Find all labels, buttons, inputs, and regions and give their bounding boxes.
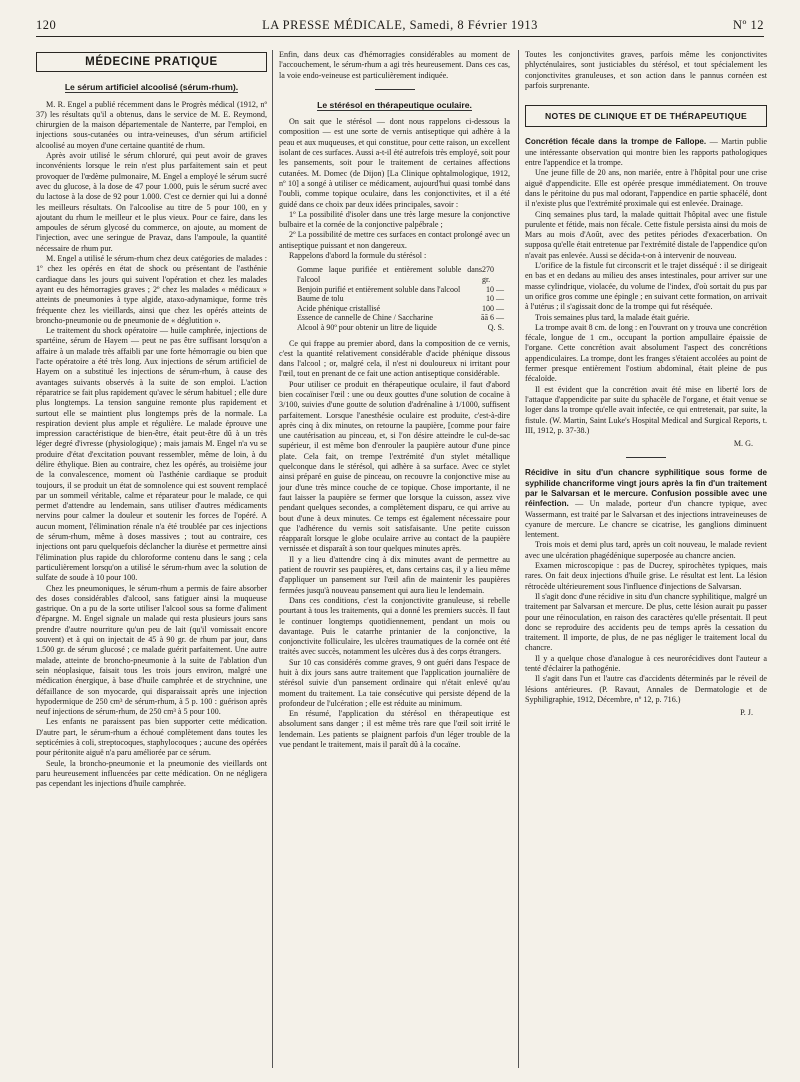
page-number: 120 xyxy=(36,18,57,32)
paragraph: Ce qui frappe au premier abord, dans la composition de ce vernis, c'est la quantité relativement considérable d'acide phénique dissous dans l'alcool ; or, malgré cela, il n'est ni douloureux ni irritant pour l'œil, tout en prenant de ce fait une action antiseptique considérable. xyxy=(279,338,510,379)
formula-row: Gomme laque purifiée et entièrement soluble dans l'alcool 270 gr. xyxy=(297,265,494,284)
paragraph: Trois mois et demi plus tard, après un coït nouveau, le malade revient avec une ulcération phagédénique superposée au chancre ancien. xyxy=(525,540,767,560)
paragraph: M. Engel a utilisé le sérum-rhum chez deux catégories de malades : 1º chez les opérés en état de shock ou présentant de l'asthénie cardiaque dans les jours qui suivent l'opération et chez les malades ayant eu des hémorragies graves ; 2º chez les malades « médicaux » atteints de pneumonies à type algide, ataxo-adynamique, forme très fréquente chez les vieillards, ainsi que chez les opérés atteints de broncho-pneumonie ou de pneumonie de « déglutition ». xyxy=(36,254,267,325)
signature: M. G. xyxy=(733,439,753,449)
article-lead-recidive: Récidive in situ d'un chancre syphilitique sous forme de syphilide chancriforme vingt jours après la fin d'un traitement par le Salvarsan et le mercure. Confusion possible avec une réinfection. xyxy=(525,468,767,509)
column-1 xyxy=(36,50,267,1074)
issue-number: Nº 12 xyxy=(732,18,764,32)
paragraph: Il s'agit donc d'une récidive in situ d'un chancre syphilitique, malgré un traitement par Salvarsan et mercure. De plus, cette lésion aurait pu passer pour une réinoculation, en raison des caractères qu'elle présentait. Il peut donc se reproduire des accidents peu de temps après la cessation du traitement. Il importe, de plus, de ne pas négliger le traitement local du chancre. xyxy=(525,591,767,653)
column-2 xyxy=(279,50,510,1074)
paragraph: Dans ces conditions, c'est la conjonctivite granuleuse, si rebelle pourtant à tous les traitements, qui a donné les premiers succès. Il faut le continuer longtemps quotidiennement, pendant un mois ou davantage. Puis le catarrhe printanier de la conjonctive, la conjonctivite folliculaire, les ulcères traumatiques de la cornée ont été traités avec succès, notamment les ulcères dus à des corps étrangers. xyxy=(279,595,510,657)
rubric-notes-clinique: NOTES DE CLINIQUE ET DE THÉRAPEUTIQUE xyxy=(525,105,767,127)
paragraph: Enfin, dans deux cas d'hémorragies considérables au moment de l'accouchement, le sérum-rhum a agi très heureusement. Dans ces cas, la voie endo-veineuse est particulièrement indiquée. xyxy=(279,50,510,80)
section-separator xyxy=(626,457,666,458)
paragraph: Il est évident que la concrétion avait été mise en liberté lors de l'attaque d'appendicite par suite du sphacèle de l'organe, et était venue se loger dans la trompe qu'elle avait infectée, ce qui entretenait, par suite, la fistule. (W. Martin, Saint Luke's Hospital Medical and Surgical Reports, t. III, 1912, p. 37-38.) xyxy=(525,384,767,435)
paragraph: Le traitement du shock opératoire — huile camphrée, injections de spartéine, sérum de Hayem — peut ne pas être suffisant lorsqu'on a affaire à un malade très affaibli par une forte hémorragie ou bien que l'acte opératoire a été très long. Aux injections de sérum artificiel de Hayem on a substitué les injections de sérum-rhum, à cause des avantages suivants observés à la suite de son emploi. L'action réparatrice se fait plus rapidement qu'avec le sérum habituel ; elle dure plus longtemps. La tension sanguine remonte plus rapidement et surtout elle se maintient plus longtemps près de la normale. La respiration devient plus ample et régulière. Le malade éprouve une impression caractéristique de bien-être, était peut-être dû à un très léger degré d'ivresse (physiologique) ; mais jamais M. Engel n'a vu se produire d'état d'excitation pouvant ressembler, même de loin, à du délire éthylique. Bien au contraire, chez les opérés, au troisième jour de la convalescence, moment où l'asthénie cardiaque se produit toujours, il se produit un état de somnolence qui est souvent remplacé par un sommeil véritable, calme et réparateur pour le malade, ce qui permet d'attendre au lendemain, sans utiliser d'autres médicaments nervins pour calmer la douleur et soutenir les forces de l'opéré. A aucun moment, l'élimination rénale n'a été troublée par ces injections de sérum-rhum, même à doses massives ; tout au contraire, ces injections ont paru quelquefois déclancher la diurèse et permettre ainsi l'élimination plus rapide du chloroforme contenu dans le sang ; cela particulièrement lorsqu'on a utilisé le sérum-rhum avec la solution de sulfate de soude à 10 pour 100. xyxy=(36,326,267,583)
column-rule xyxy=(518,50,519,1068)
formula-row: Benjoin purifié et entièrement soluble dans l'alcool 10 — xyxy=(297,284,504,294)
paragraph-lead: Concrétion fécale dans la trompe de Fallope. — Martin publie une intéressante observation qui montre bien les rapports pathologiques entre l'appendice et la trompe. xyxy=(525,137,767,168)
signature: P. J. xyxy=(740,708,753,718)
paragraph: Il y a quelque chose d'analogue à ces neurorécidives dont l'auteur a tenté d'éclairer la pathogénie. xyxy=(525,653,767,674)
paragraph: Il s'agit dans l'un et l'autre cas d'accidents déterminés par le réveil de lésions antérieures. (P. Ravaut, Annales de Dermatologie et de Syphiligraphie, 1912, Décembre, nº 12, p. 716.) xyxy=(525,674,767,704)
column-3 xyxy=(525,50,767,1074)
paragraph: On sait que le stérésol — dont nous rappelons ci-dessous la composition — est une sorte de vernis antiseptique qui adhère à la peau et aux muqueuses, et qui constitue, pour cette raison, un excellent isolant de ces surfaces. Aussi a-t-il été autrefois très employé, soit pour les pansements, soit pour le traitement de certaines affections cutanées. M. Domec (de Dijon) [La Clinique ophtalmologique, 1912, nº 10] a songé à utiliser ce médicament, aujourd'hui quasi tombé dans l'oubli, comme topique oculaire, dans les conjonctivites, et il a été guidé dans ce choix par deux idées principales, savoir : xyxy=(279,117,510,209)
paragraph: Pour utiliser ce produit en thérapeutique oculaire, il faut d'abord bien cocaïniser l'œil : une ou deux gouttes d'une solution de cocaïne à 3/100, suivies d'une goutte de solution d'adrénaline à 1/1000, suffisent parfaitement. Lorsque l'anesthésie oculaire est produite, c'est-à-dire après cinq à dix minutes, on retourne la paupière, [comme pour faire une cautérisation au pinceau, et, si l'on désire atteindre le cul-de-sac supérieur, il est même bon d'enrouler la paupière autour d'une pince plate. Cela fait, on trempe l'extrémité d'un stylet métallique quelconque dans le stérésol, qui adhère à sa surface. Avec ce stylet ainsi préparé en guise de pinceau, on recouvre la conjonctive mise au jour d'une très mince couche de ce topique. Chose importante, il ne faut laisser la paupière se fermer que lorsque la cuisson, assez vive pendant quelques secondes, a complètement disparu, ce qui arrive au bout d'une à deux minutes. Ce temps est également nécessaire pour que l'adhérence du vernis soit satisfaisante. Une petite cuisson réapparaît lorsque le globe oculaire arrive au contact de la paupière vernissée et disparaît à son tour quelques minutes après. xyxy=(279,379,510,554)
paragraph: Il y a lieu d'attendre cinq à dix minutes avant de permettre au patient de rouvrir ses paupières, et, dans certains cas, il y a lieu même d'appliquer un pansement sur l'œil afin de maintenir les paupières fermées jusqu'à nouveau pansement qui aura lieu le lendemain. xyxy=(279,554,510,595)
article-heading-serum: Le sérum artificiel alcoolisé (sérum-rhum). xyxy=(64,82,239,93)
rubric-medecine-pratique: MÉDECINE PRATIQUE xyxy=(36,52,267,72)
paragraph: En résumé, l'application du stérésol en thérapeutique est absolument sans danger ; il est même très rare que l'œil soit irrité le lendemain. Les patients se plaignent parfois d'un léger trouble de la vue pendant le traitement, mais il paraît dû à la cocaïne. xyxy=(279,709,510,750)
paragraph: Une jeune fille de 20 ans, non mariée, entre à l'hôpital pour une crise aiguë d'appendicite. Elle est opérée presque immédiatement. On trouve dans le péritoine du pus mal odorant, l'appendice en partie sphacélé, dont il n'existe plus que l'extrémité proximale qui est enlevée. Drainage. xyxy=(525,168,767,209)
article-lead-fallope: Concrétion fécale dans la trompe de Fallope. xyxy=(525,137,707,147)
paragraph: Chez les pneumoniques, le sérum-rhum a permis de faire absorber des doses considérables d'alcool, sans fatiguer ainsi la muqueuse gastrique. On a pu de la sorte utiliser l'alcool sous sa forme d'aliment d'épargne. M. Engel signale un malade qui resta plusieurs jours sans prendre d'autre nourriture qu'un peu de lait (qu'il vomissait encore souvent) et à qui on injectait de 45 à 90 gr. de rhum par jour, dans 1.500 gr. de sérum glucosé ; ce malade guérit parfaitement. Une autre malade, atteinte de broncho-pneumonie à la suite de l'ablation d'un sein néoplasique, faisait tous les trois jours environ, malgré une médication énergique, à base d'huile camphrée et de strychnine, une défaillance de son myocarde, qui disparaissait après une injection hypodermique de 250 cm³ de sérum-rhum, à 5 p. 100 : guérison après neuf injections de sérum-rhum, de 250 cm³ à 5 pour 100. xyxy=(36,583,267,717)
formula-row: Acide phénique cristallisé 100 — xyxy=(297,303,504,313)
paragraph: Cinq semaines plus tard, la malade quittait l'hôpital avec une fistule purulente et fétide, mais non fécale. Cette fistule persista ainsi du mois de Mars au mois d'Août, avec des petites périodes d'exacerbation. On supposa qu'elle était entretenue par l'extrémité distale de l'appendice qu'on n'avait pas enlevée. Aussi se décida-t-on à intervenir de nouveau. xyxy=(525,209,767,260)
paragraph: 2º La possibilité de mettre ces surfaces en contact prolongé avec un antiseptique puissant et non dangereux. xyxy=(279,230,510,250)
running-header xyxy=(36,18,764,37)
paragraph: Seule, la broncho-pneumonie et la pneumonie des vieillards ont paru heureusement influencées par cette médication. On ne négligera pas cependant les injections d'huile camphrée. xyxy=(36,758,267,789)
formula-row: Essence de cannelle de Chine / Saccharine āā 6 — xyxy=(297,313,504,323)
paragraph: M. R. Engel a publié récemment dans le Progrès médical (1912, nº 37) les résultats qu'il a obtenus, dans le service de M. E. Reymond, chirurgien de la maison départementale de Nanterre, par l'emploi, en injections sous-cutanées ou intra-veineuses, d'un sérum artificiel alcoolisé au moyen d'une certaine quantité de rhum. xyxy=(36,99,267,150)
paragraph: Examen microscopique : pas de Ducrey, spirochètes typiques, mais rares. On fait deux injections d'huile grise. Le résultat est lent. La lésion rétrocède ultérieurement sous l'influence d'injections de Salvarsan. xyxy=(525,561,767,591)
paragraph: Toutes les conjonctivites graves, parfois même les conjonctivites phlycténulaires, sont justiciables du stérésol, et tout spécialement les conjonctivites granuleuses, et son action dans le pannus cornéen est parfois surprenante. xyxy=(525,50,767,90)
article-heading-sterosol: Le stérésol en thérapeutique oculaire. xyxy=(317,99,472,110)
paragraph: Rappelons d'abord la formule du stérésol : xyxy=(289,251,427,261)
formula-row: Alcool à 90º pour obtenir un litre de liquide Q. S. xyxy=(297,322,504,332)
paragraph: L'orifice de la fistule fut circonscrit et le trajet disséqué : il se dirigeait en bas et en dedans au milieu des anses intestinales, pour arriver sur une masse cylindrique, violacée, du volume de l'index, d'où sortait du pus par un orifice gros comme une épingle ; en suivant cette formation, on arrivait à l'utérus ; il s'agissait donc de la trompe qui fut réséquée. xyxy=(525,261,767,312)
formula-row: Baume de tolu 10 — xyxy=(297,294,504,304)
paragraph: Après avoir utilisé le sérum chloruré, qui peut avoir de graves inconvénients lorsque le rein n'est plus parfaitement sain et peut provoquer de l'œdème pulmonaire, M. Engel a employé le sérum sucré avec du glucose, à la dose de 47 pour 1.000, puis le sérum sucré avec du lactose à la dose de 92 pour 1.000. C'est ce dernier qui lui a donné les meilleurs résultats. On l'alcoolise au titre de 5 pour 100, en y ajoutant du rhum le meilleur et le plus vieux. Pour ce faire, dans les ampoules de sérum glycosé du commerce, on ajoute, au moment de l'injection, avec une seringue de Pravaz, dans l'ampoule, la quantité nécessaire de rhum pur. xyxy=(36,151,267,253)
paragraph-lead: Récidive in situ d'un chancre syphilitique sous forme de syphilide chancriforme vingt jours après la fin d'un traitement par le Salvarsan et le mercure. Confusion possible avec une réinfection. — Un malade, porteur d'un chancre typique, avec Wassermann, est traité par le Salvarsan et des injections intraveineuses de cyanure de mercure. Le chancre se cicatrise, les ganglions diminuent lentement. xyxy=(525,468,767,540)
section-separator xyxy=(375,89,415,90)
column-rule xyxy=(272,50,273,1068)
paragraph: Trois semaines plus tard, la malade était guérie. xyxy=(535,312,690,322)
paragraph: Les enfants ne paraissent pas bien supporter cette médication. D'autre part, le sérum-rhum a échoué complètement dans toutes les septicémies à coli, streptocoques, staphylocoques ; aucune des opérées pour péritonite aiguë n'a paru améliorée par ce sérum. xyxy=(36,717,267,758)
paragraph: Sur 10 cas considérés comme graves, 9 ont guéri dans l'espace de huit à dix jours sans autre traitement que l'application journalière de stérésol suivie d'un pansement ordinaire qui n'était enlevé qu'au moment du traitement. La taie consécutive qui persiste dépend de la profondeur de l'ulcération ; elle est réduite au minimum. xyxy=(279,657,510,708)
formula-table xyxy=(297,265,504,332)
journal-title: LA PRESSE MÉDICALE, Samedi, 8 Février 1913 xyxy=(262,18,538,32)
paragraph: La trompe avait 8 cm. de long : en l'ouvrant on y trouva une concrétion fécale, longue de 1 cm., occupant la portion ampullaire épaissie de l'organe. Cette concrétion avait absolument l'aspect des concrétions appendiculaires. La trompe, dont les franges s'étaient accolées au point de fermer presque entièrement l'ostium abdominal, était pleine de pus fécaloïde. xyxy=(525,322,767,384)
paragraph: 1º La possibilité d'isoler dans une très large mesure la conjonctive bulbaire et la cornée de la conjonctive palpébrale ; xyxy=(279,209,510,230)
